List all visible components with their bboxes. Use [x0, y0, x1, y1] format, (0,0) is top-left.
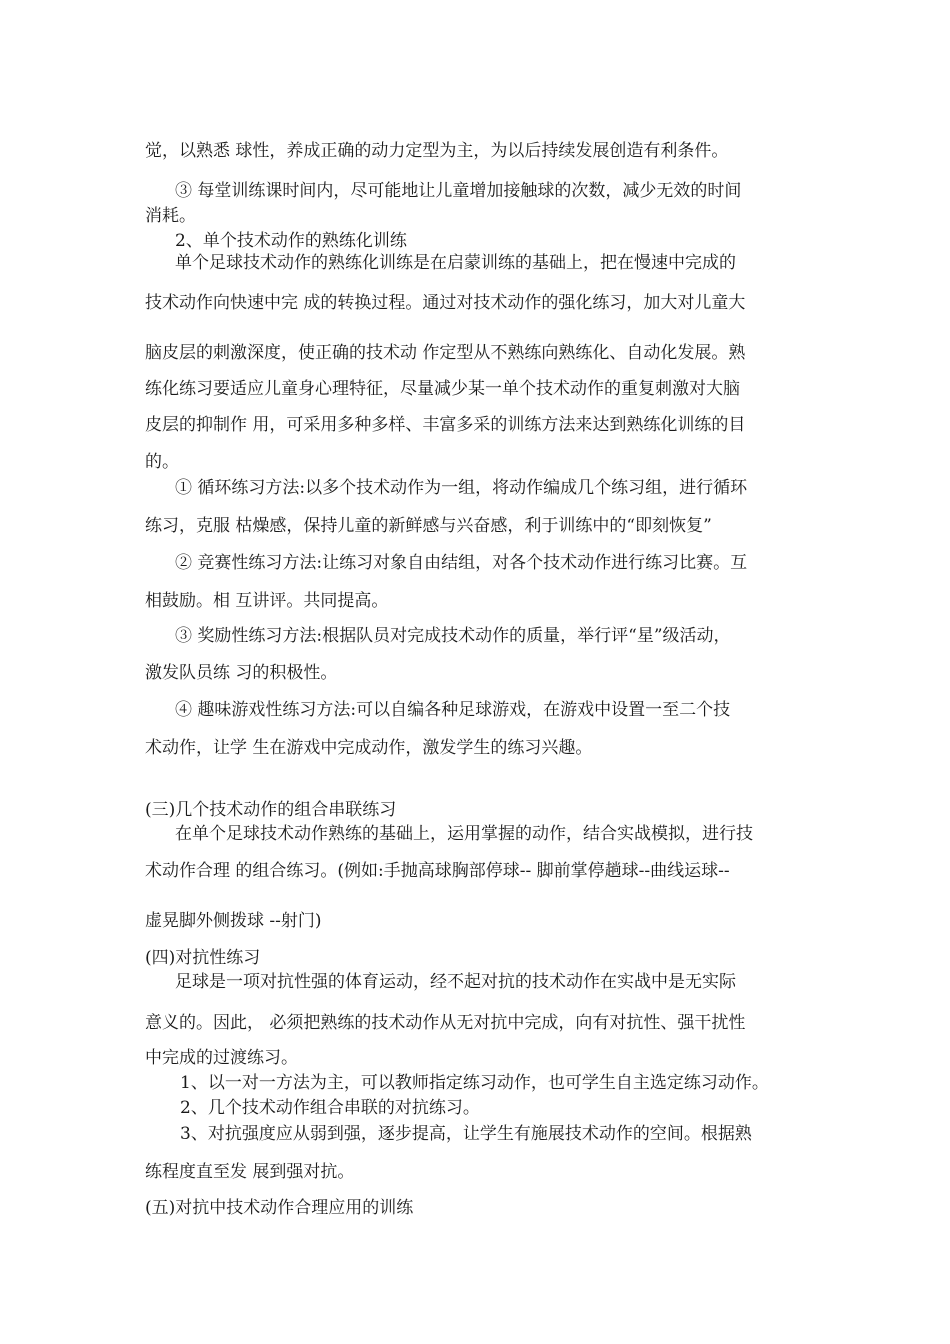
section-heading: (四)对抗性练习: [145, 948, 261, 968]
text-line: 皮层的抑制作 用，可采用多种多样、丰富多采的训练方法来达到熟练化训练的目: [145, 415, 746, 435]
text-line: 单个足球技术动作的熟练化训练是在启蒙训练的基础上，把在慢速中完成的: [175, 253, 736, 273]
text-line: 意义的。因此， 必须把熟练的技术动作从无对抗中完成，向有对抗性、强干扰性: [145, 1013, 746, 1033]
text-line: ④ 趣味游戏性练习方法:可以自编各种足球游戏，在游戏中设置一至二个技: [175, 700, 731, 720]
list-item: 1、以一对一方法为主，可以教师指定练习动作，也可学生自主选定练习动作。: [180, 1073, 769, 1093]
text-line: ③ 奖励性练习方法:根据队员对完成技术动作的质量，举行评“星”级活动，: [175, 626, 731, 646]
text-line: ③ 每堂训练课时间内，尽可能地让儿童增加接触球的次数，减少无效的时间: [175, 181, 742, 201]
section-heading: (三)几个技术动作的组合串联练习: [145, 800, 397, 820]
text-line: 练习，克服 枯燥感，保持儿童的新鲜感与兴奋感，利于训练中的“即刻恢复”: [145, 516, 712, 536]
text-line: 在单个足球技术动作熟练的基础上，运用掌握的动作，结合实战模拟，进行技: [175, 824, 753, 844]
text-line: 脑皮层的刺激深度，使正确的技术动 作定型从不熟练向熟练化、自动化发展。熟: [145, 343, 746, 363]
text-line: 练化练习要适应儿童身心理特征，尽量减少某一单个技术动作的重复刺激对大脑: [145, 379, 740, 399]
text-line: ② 竞赛性练习方法:让练习对象自由结组，对各个技术动作进行练习比赛。互: [175, 553, 748, 573]
text-line: 虚晃脚外侧拨球 --射门): [145, 911, 322, 931]
section-heading: 2、单个技术动作的熟练化训练: [175, 231, 407, 251]
text-line: 觉，以熟悉 球性，养成正确的动力定型为主，为以后持续发展创造有利条件。: [145, 141, 729, 161]
text-line: 练程度直至发 展到强对抗。: [145, 1162, 355, 1182]
text-line: 激发队员练 习的积极性。: [145, 663, 338, 683]
text-line: 术动作合理 的组合练习。(例如:手抛高球胸部停球-- 脚前掌停趟球--曲线运球--: [145, 861, 730, 881]
text-line: 足球是一项对抗性强的体育运动，经不起对抗的技术动作在实战中是无实际: [175, 972, 736, 992]
text-line: 的。: [145, 452, 179, 472]
list-item: 3、对抗强度应从弱到强，逐步提高，让学生有施展技术动作的空间。根据熟: [180, 1124, 752, 1144]
text-line: 技术动作向快速中完 成的转换过程。通过对技术动作的强化练习，加大对儿童大: [145, 293, 746, 313]
list-item: 2、几个技术动作组合串联的对抗练习。: [180, 1098, 480, 1118]
text-line: ① 循环练习方法:以多个技术动作为一组，将动作编成几个练习组，进行循环: [175, 478, 748, 498]
text-line: 中完成的过渡练习。: [145, 1048, 298, 1068]
text-line: 术动作，让学 生在游戏中完成动作，激发学生的练习兴趣。: [145, 738, 593, 758]
section-heading: (五)对抗中技术动作合理应用的训练: [145, 1198, 414, 1218]
text-line: 消耗。: [145, 206, 196, 226]
text-line: 相鼓励。相 互讲评。共同提高。: [145, 591, 389, 611]
